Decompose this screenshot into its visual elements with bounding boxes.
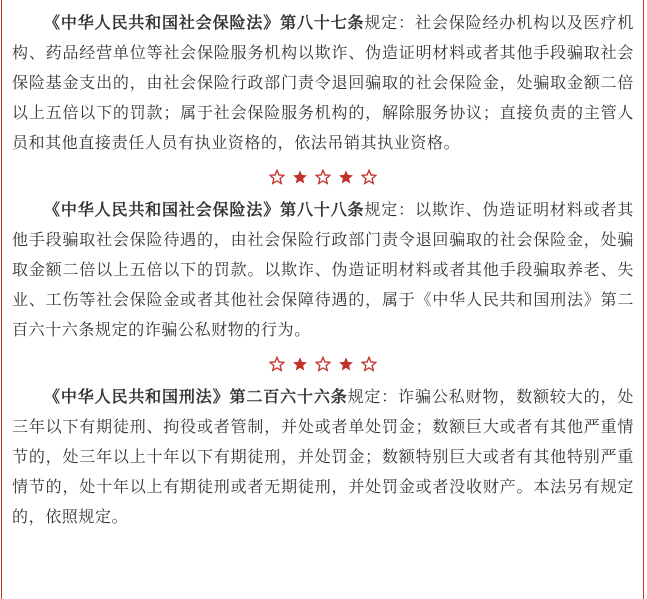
article-88-paragraph [12, 195, 634, 345]
article-88-body: 规定：以欺诈、伪造证明材料或者其他手段骗取社会保险待遇的，由社会保险行政部门责令退回骗取的社会保险金，处骗取金额二倍以上五倍以下的罚款。以欺诈、伪造证明材料或者其他手段骗取养老、失业、工伤等社会保险金或者其他社会保障待遇的，属于《中华人民共和国刑法》第二百六十六条规定的诈骗公私财物的行为。 [12, 200, 634, 339]
star-outline-icon [269, 356, 285, 372]
star-filled-icon [292, 356, 308, 372]
star-filled-icon [338, 169, 354, 185]
article-88-title: 《中华人民共和国社会保险法》第八十八条 [44, 200, 365, 219]
criminal-law-266-paragraph [12, 382, 634, 532]
star-filled-icon [292, 169, 308, 185]
star-separator-2 [12, 345, 634, 382]
criminal-law-266-title: 《中华人民共和国刑法》第二百六十六条 [44, 387, 348, 406]
article-87-title: 《中华人民共和国社会保险法》第八十七条 [44, 13, 365, 32]
criminal-law-266-body: 规定：诈骗公私财物，数额较大的，处三年以下有期徒刑、拘役或者管制，并处或者单处罚金；数额巨大或者有其他严重情节的，处三年以上十年以下有期徒刑，并处罚金；数额特别巨大或者有其他特别严重情节的，处十年以上有期徒刑或者无期徒刑，并处罚金或者没收财产。本法另有规定的，依照规定。 [12, 387, 634, 526]
article-87-paragraph [12, 8, 634, 158]
article-87-body: 规定：社会保险经办机构以及医疗机构、药品经营单位等社会保险服务机构以欺诈、伪造证明材料或者其他手段骗取社会保险基金支出的，由社会保险行政部门责令退回骗取的社会保险金，处骗取金额二倍以上五倍以下的罚款；属于社会保险服务机构的，解除服务协议；直接负责的主管人员和其他直接责任人员有执业资格的，依法吊销其执业资格。 [12, 13, 634, 152]
star-filled-icon [338, 356, 354, 372]
star-outline-icon [269, 169, 285, 185]
star-outline-icon [315, 356, 331, 372]
star-outline-icon [361, 356, 377, 372]
article-content [12, 8, 634, 532]
star-outline-icon [315, 169, 331, 185]
star-outline-icon [361, 169, 377, 185]
star-separator-1 [12, 158, 634, 195]
